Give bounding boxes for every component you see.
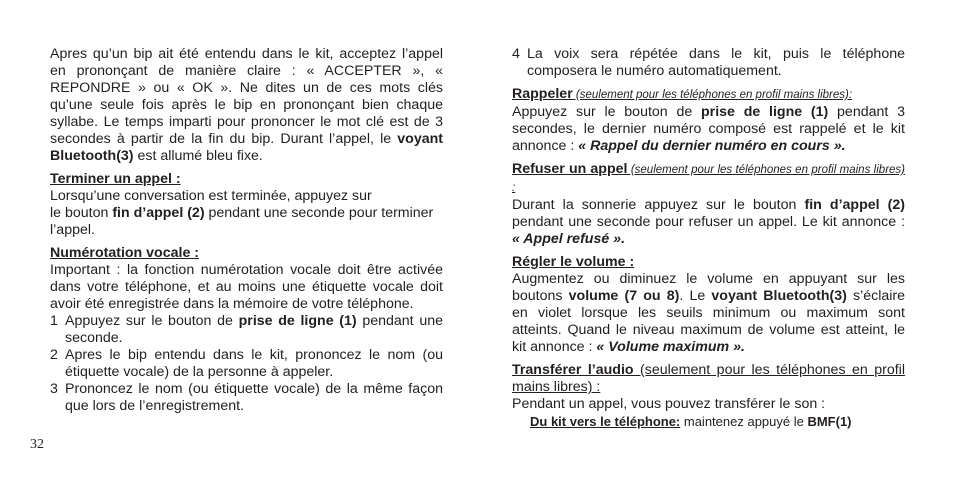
terminer-heading-text: Terminer un appel : bbox=[50, 171, 181, 187]
transferer-text: maintenez appuyé le bbox=[680, 414, 808, 429]
regler-bold: volume (7 ou 8) bbox=[568, 288, 680, 304]
rappeler-text: Appuyez sur le bouton de bbox=[512, 104, 702, 120]
list-item-text: Apres le bip entendu dans le kit, prononcez le nom (ou étiquette vocale) de la personne à appeler. bbox=[65, 347, 443, 380]
refuser-paragraph bbox=[512, 197, 905, 248]
intro-bold: voyant Bluetooth(3) bbox=[50, 131, 443, 164]
terminer-bold: fin d’appel (2) bbox=[112, 205, 205, 221]
list-item-number: 2 bbox=[50, 347, 58, 363]
refuser-heading bbox=[512, 161, 905, 197]
rappeler-heading bbox=[512, 86, 905, 104]
transferer-heading-text: Transférer l’audio bbox=[512, 362, 634, 378]
transferer-heading-note: (seulement pour les téléphones en profil mains libres) : bbox=[512, 362, 905, 395]
intro-text-end: est allumé bleu fixe. bbox=[133, 148, 263, 164]
list-item-text: Prononcez le nom (ou étiquette vocale) de la même façon que lors de l’enregistrement. bbox=[65, 381, 443, 414]
left-column bbox=[50, 46, 443, 415]
regler-text: Augmentez ou diminuez le volume en appuyant sur les boutons bbox=[512, 271, 905, 304]
transferer-subitem bbox=[512, 413, 905, 430]
rappeler-announcement: « Rappel du dernier numéro en cours ». bbox=[578, 138, 846, 154]
regler-text-end: s’éclaire en violet lorsque les seuils minimum ou maximum sont atteints. Quand le niveau maximum de volume est atteint, le kit annonce : bbox=[512, 288, 906, 355]
regler-announcement: « Volume maximum ». bbox=[596, 339, 745, 355]
transferer-subheading: Du kit vers le téléphone: bbox=[530, 414, 681, 429]
regler-bold-2: voyant Bluetooth(3) bbox=[711, 288, 847, 304]
list-item-text: La voix sera répétée dans le kit, puis le téléphone composera le numéro automatiquement. bbox=[527, 46, 905, 79]
list-item-number: 3 bbox=[50, 381, 58, 397]
transferer-line: Pendant un appel, vous pouvez transférer le son : bbox=[512, 396, 826, 412]
right-column bbox=[512, 46, 905, 430]
terminer-heading bbox=[50, 171, 443, 188]
page-number: 32 bbox=[30, 437, 44, 452]
refuser-bold: fin d’appel (2) bbox=[804, 197, 906, 213]
numerotation-heading bbox=[50, 245, 443, 262]
refuser-announcement: « Appel refusé ». bbox=[512, 231, 626, 247]
numerotation-heading-text: Numérotation vocale : bbox=[50, 245, 199, 261]
regler-text-mid: . Le bbox=[679, 288, 712, 304]
rappeler-paragraph bbox=[512, 104, 905, 155]
terminer-text: le bouton bbox=[50, 205, 113, 221]
list-item-text: Appuyez sur le bouton de bbox=[65, 313, 239, 329]
list-item bbox=[512, 46, 905, 80]
regler-heading bbox=[512, 254, 905, 271]
intro-paragraph bbox=[50, 46, 443, 165]
rappeler-text-mid: pendant 3 secondes, le dernier numéro composé est rappelé et le kit annonce : bbox=[512, 104, 905, 154]
rappeler-bold: prise de ligne (1) bbox=[701, 104, 829, 120]
refuser-text: Durant la sonnerie appuyez sur le bouton bbox=[512, 197, 805, 213]
refuser-heading-note: (seulement pour les téléphones en profil mains libres) : bbox=[512, 164, 905, 194]
refuser-heading-text: Refuser un appel bbox=[512, 161, 628, 177]
regler-paragraph bbox=[512, 271, 905, 356]
terminer-paragraph bbox=[50, 205, 443, 239]
list-item bbox=[50, 381, 443, 415]
regler-heading-text: Régler le volume : bbox=[512, 254, 635, 270]
rappeler-heading-note: (seulement pour les téléphones en profil mains libres): bbox=[572, 89, 853, 101]
list-item-number: 1 bbox=[50, 313, 58, 329]
list-item bbox=[50, 313, 443, 347]
terminer-line1: Lorsqu’une conversation est terminée, appuyez sur bbox=[50, 188, 372, 204]
rappeler-heading-text: Rappeler bbox=[512, 86, 573, 102]
list-item bbox=[50, 347, 443, 381]
terminer-text-end: pendant une seconde pour terminer l’appel. bbox=[50, 205, 434, 238]
transferer-heading bbox=[512, 362, 905, 396]
list-item-bold: prise de ligne (1) bbox=[238, 313, 357, 329]
list-item-text-end: pendant une seconde. bbox=[65, 313, 443, 346]
refuser-text-mid: pendant une seconde pour refuser un appel. Le kit annonce : bbox=[512, 214, 905, 230]
list-item-number: 4 bbox=[512, 46, 520, 62]
numerotation-intro: Important : la fonction numérotation vocale doit être activée dans votre téléphone, et au moins une étiquette vocale doit avoir été enregistrée dans la mémoire de votre téléphone. bbox=[50, 262, 443, 312]
transferer-bold: BMF(1) bbox=[807, 414, 852, 429]
intro-text: Apres qu’un bip ait été entendu dans le kit, acceptez l’appel en prononçant de manière claire : « ACCEPTER », « REPONDRE » ou « OK ». Ne dites un de ces mots clés qu’une seule fois après le bip en prononçant bien chaque syllabe. Le temps imparti pour prononcer le mot clé est de 3 secondes à partir de la fin du bip. Durant l’appel, le bbox=[50, 46, 443, 147]
